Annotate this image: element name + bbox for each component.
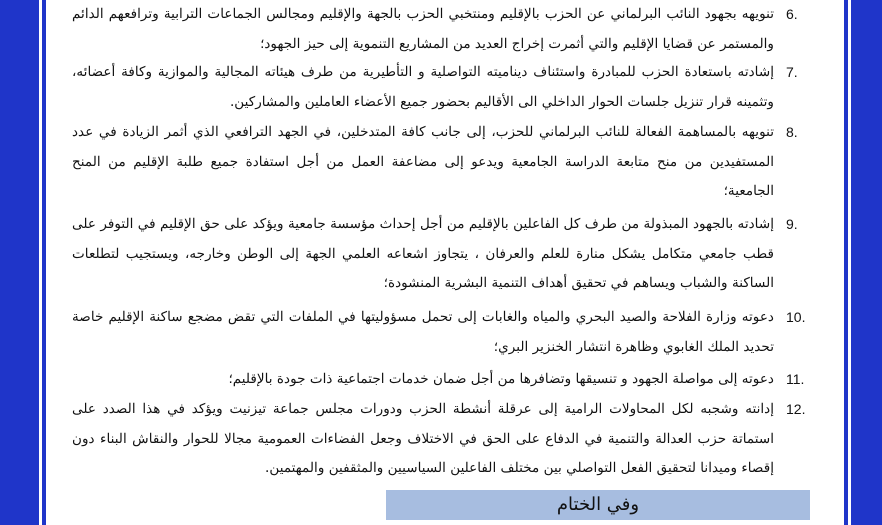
item-number: 7.	[786, 64, 798, 80]
item-text: دعوته وزارة الفلاحة والصيد البحري والمياه والغابات إلى تحمل مسؤوليتها في الملفات التي تقض مضجع ساكنة الإقليم خاصة تحديد الملك الغابوي وظاهرة انتشار الخنزير البري؛	[72, 309, 774, 355]
item-number: 9.	[786, 216, 798, 232]
item-text: تنويهه بالمساهمة الفعالة للنائب البرلماني للحزب، إلى جانب كافة المتدخلين، في الجهد الترافعي الذي أثمر الزيادة في عدد المستفيدين من منح متابعة الدراسة الجامعية ويدعو إلى مضاعفة العمل من أجل استفادة جميع طلبة الإقليم من المنح الجامعية؛	[72, 124, 774, 199]
list-item-8	[72, 118, 798, 207]
list-item-12	[72, 395, 806, 484]
item-number: 6.	[786, 6, 798, 22]
list-item-6	[72, 0, 798, 59]
list-item-11	[72, 365, 805, 395]
item-text: إشادته بالجهود المبذولة من طرف كل الفاعلين بالإقليم من أجل إحداث مؤسسة جامعية ويؤكد على حق الإقليم في التوفر على قطب جامعي متكامل يشكل منارة للعلم والعرفان ، يتجاوز اشعاعه العلمي الجهة إلى الوطن وخارجه، ويستجيب لتطلعات الساكنة والشباب ويساهم في تحقيق أهداف التنمية البشرية المنشودة؛	[72, 216, 774, 291]
item-number: 12.	[786, 401, 806, 417]
item-text: إشادته باستعادة الحزب للمبادرة واستئناف ديناميته التواصلية و التأطيرية من طرف هيئاته المجالية والموازية وكافة أعضائه، وتثمينه قرار تنزيل جلسات الحوار الداخلي الى الأقاليم بحضور جميع الأعضاء العاملين والمشاركين.	[72, 64, 774, 110]
list-item-7	[72, 58, 798, 117]
document-page	[62, 0, 806, 525]
page-border-right	[844, 0, 882, 525]
page-border-left	[0, 0, 46, 525]
closing-heading: وفي الختام	[386, 490, 810, 520]
item-text: تنويهه بجهود النائب البرلماني عن الحزب بالإقليم ومنتخبي الحزب بالجهة والإقليم ومجالس الجماعات الترابية وترافعهم الدائم والمستمر عن قضايا الإقليم والتي أثمرت إخراج العديد من المشاريع التنموية إلى حيز الجهود؛	[72, 6, 774, 52]
item-number: 10.	[786, 309, 806, 325]
list-item-10	[72, 303, 806, 362]
item-text: إدانته وشجبه لكل المحاولات الرامية إلى عرقلة أنشطة الحزب ودورات مجلس جماعة تيزنيت ويؤكد في هذا الصدد على استماتة حزب العدالة والتنمية في الدفاع على الحق في الاختلاف وجعل الفضاءات العمومية مجالا للحوار والنقاش البناء دون إقصاء وميدانا لتحقيق الفعل التواصلي بين مختلف الفاعلين السياسيين والمثقفين والمهتمين.	[72, 401, 774, 476]
item-number: 8.	[786, 124, 798, 140]
item-text: دعوته إلى مواصلة الجهود و تنسيقها وتضافرها من أجل ضمان خدمات اجتماعية ذات جودة بالإقليم؛	[228, 371, 774, 387]
item-number: 11.	[786, 371, 805, 387]
list-item-9	[72, 210, 798, 299]
